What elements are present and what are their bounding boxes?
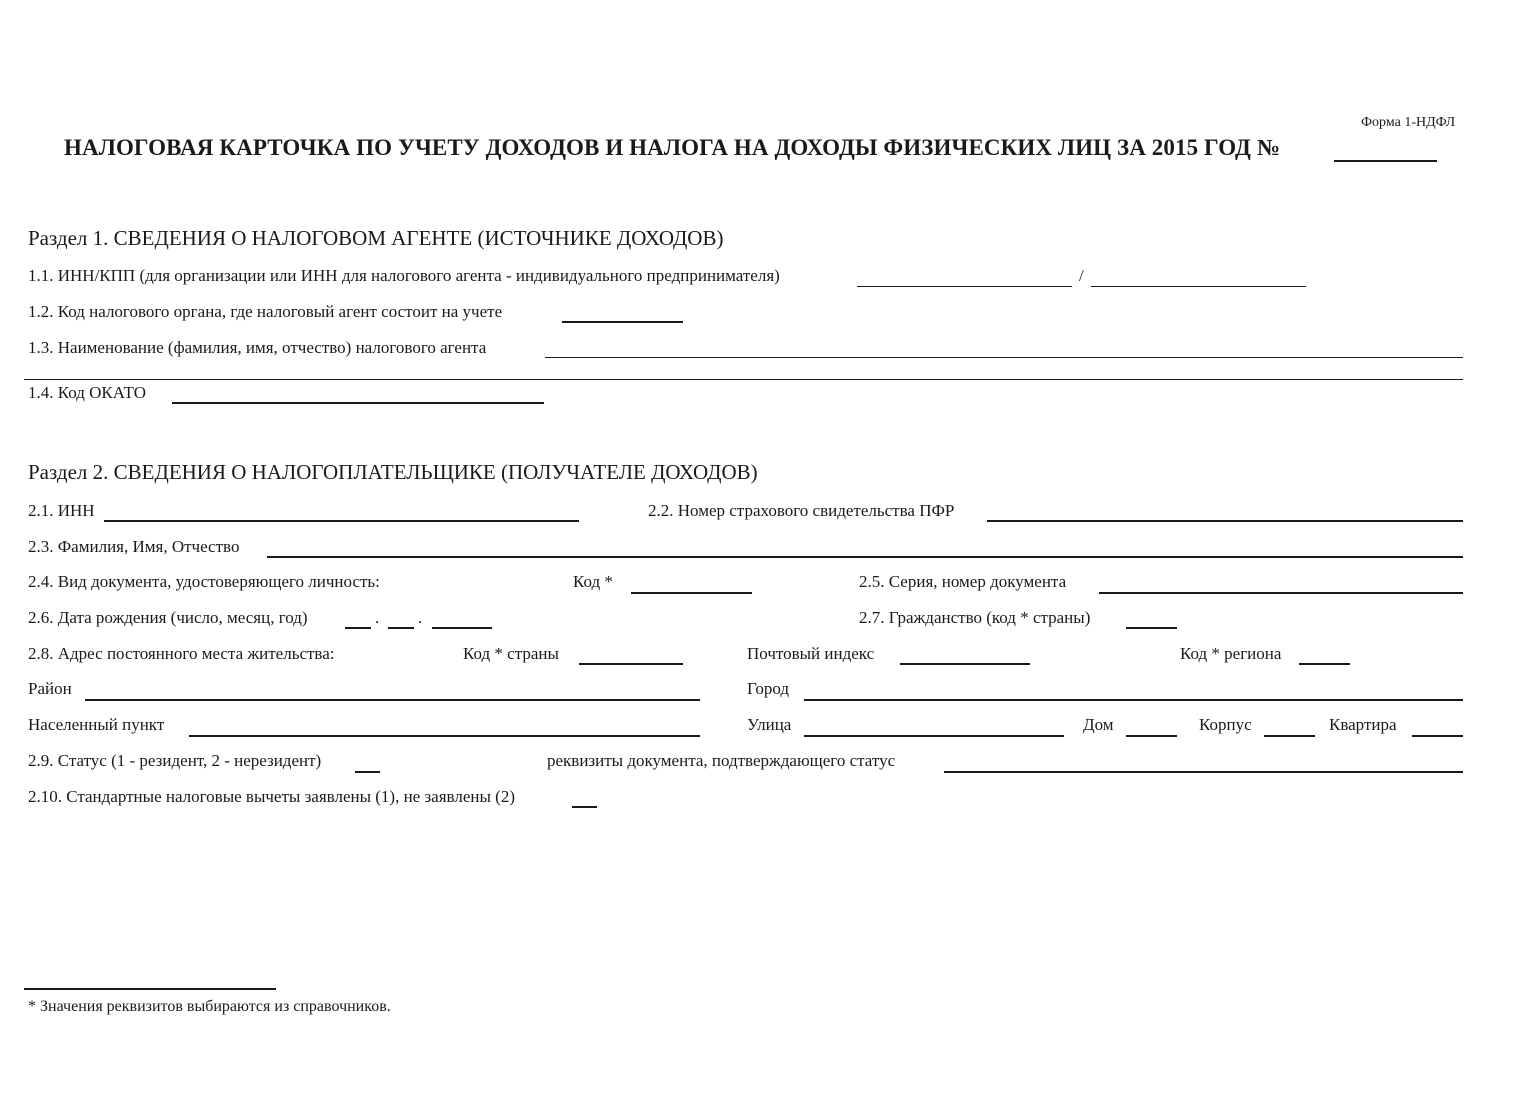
status-document-label: реквизиты документа, подтверждающего статус — [547, 751, 896, 770]
building-field[interactable] — [1264, 735, 1315, 737]
tax-authority-code-field[interactable] — [562, 321, 683, 323]
region-code-label: Код * региона — [1180, 644, 1282, 663]
birth-month-field[interactable] — [388, 627, 414, 629]
locality-label: Населенный пункт — [28, 715, 165, 734]
field-1-2-label: 1.2. Код налогового органа, где налоговый агент состоит на учете — [28, 302, 503, 321]
district-field[interactable] — [85, 699, 700, 701]
section-1-title: Раздел 1. СВЕДЕНИЯ О НАЛОГОВОМ АГЕНТЕ (ИСТОЧНИКЕ ДОХОДОВ) — [28, 226, 724, 250]
field-2-7-label: 2.7. Гражданство (код * страны) — [859, 608, 1091, 627]
taxpayer-inn-field[interactable] — [104, 520, 579, 522]
field-2-2-label: 2.2. Номер страхового свидетельства ПФР — [648, 501, 955, 520]
pension-insurance-number-field[interactable] — [987, 520, 1463, 522]
field-2-5-label: 2.5. Серия, номер документа — [859, 572, 1067, 591]
date-separator: . — [418, 608, 423, 627]
birth-year-field[interactable] — [432, 627, 492, 629]
district-label: Район — [28, 679, 72, 698]
city-label: Город — [747, 679, 789, 698]
city-field[interactable] — [804, 699, 1463, 701]
street-label: Улица — [747, 715, 792, 734]
field-2-4-label: 2.4. Вид документа, удостоверяющего личность: — [28, 572, 380, 591]
section-2-title: Раздел 2. СВЕДЕНИЯ О НАЛОГОПЛАТЕЛЬЩИКЕ (ПОЛУЧАТЕЛЕ ДОХОДОВ) — [28, 460, 758, 484]
agent-name-field-continued[interactable] — [24, 379, 1463, 380]
region-code-field[interactable] — [1299, 663, 1350, 665]
country-code-label: Код * страны — [463, 644, 559, 663]
street-field[interactable] — [804, 735, 1064, 737]
field-2-6-label: 2.6. Дата рождения (число, месяц, год) — [28, 608, 308, 627]
okato-field[interactable] — [172, 402, 544, 404]
field-1-1-label: 1.1. ИНН/КПП (для организации или ИНН для налогового агента - индивидуального предпринимателя) — [28, 266, 780, 285]
house-field[interactable] — [1126, 735, 1177, 737]
field-2-9-label: 2.9. Статус (1 - резидент, 2 - нерезидент) — [28, 751, 322, 770]
postal-code-field[interactable] — [900, 663, 1030, 665]
inn-kpp-separator: / — [1079, 266, 1084, 285]
date-separator: . — [375, 608, 380, 627]
field-2-10-label: 2.10. Стандартные налоговые вычеты заявлены (1), не заявлены (2) — [28, 787, 515, 806]
postal-code-label: Почтовый индекс — [747, 644, 875, 663]
field-1-4-label: 1.4. Код ОКАТО — [28, 383, 146, 402]
kpp-field[interactable] — [1091, 286, 1306, 287]
field-1-3-label: 1.3. Наименование (фамилия, имя, отчество) налогового агента — [28, 338, 487, 357]
status-document-field[interactable] — [944, 771, 1463, 773]
house-label: Дом — [1083, 715, 1114, 734]
birth-day-field[interactable] — [345, 627, 371, 629]
full-name-field[interactable] — [267, 556, 1463, 558]
document-code-field[interactable] — [631, 592, 752, 594]
building-label: Корпус — [1199, 715, 1252, 734]
status-field[interactable] — [355, 771, 380, 773]
inn-field[interactable] — [857, 286, 1072, 287]
apartment-field[interactable] — [1412, 735, 1463, 737]
field-2-3-label: 2.3. Фамилия, Имя, Отчество — [28, 537, 240, 556]
agent-name-field[interactable] — [545, 357, 1463, 358]
document-series-number-field[interactable] — [1099, 592, 1463, 594]
field-2-8-label: 2.8. Адрес постоянного места жительства: — [28, 644, 335, 663]
apartment-label: Квартира — [1329, 715, 1397, 734]
standard-deductions-field[interactable] — [572, 806, 597, 808]
field-2-1-label: 2.1. ИНН — [28, 501, 95, 520]
footnote: * Значения реквизитов выбираются из справочников. — [28, 998, 391, 1015]
form-code: Форма 1-НДФЛ — [1361, 115, 1456, 130]
card-number-field[interactable] — [1334, 160, 1437, 162]
locality-field[interactable] — [189, 735, 700, 737]
footnote-divider — [24, 988, 276, 990]
citizenship-code-field[interactable] — [1126, 627, 1177, 629]
country-code-field[interactable] — [579, 663, 683, 665]
document-code-label: Код * — [573, 572, 613, 591]
page-title: НАЛОГОВАЯ КАРТОЧКА ПО УЧЕТУ ДОХОДОВ И НАЛОГА НА ДОХОДЫ ФИЗИЧЕСКИХ ЛИЦ ЗА 2015 ГОД № — [64, 135, 1281, 160]
